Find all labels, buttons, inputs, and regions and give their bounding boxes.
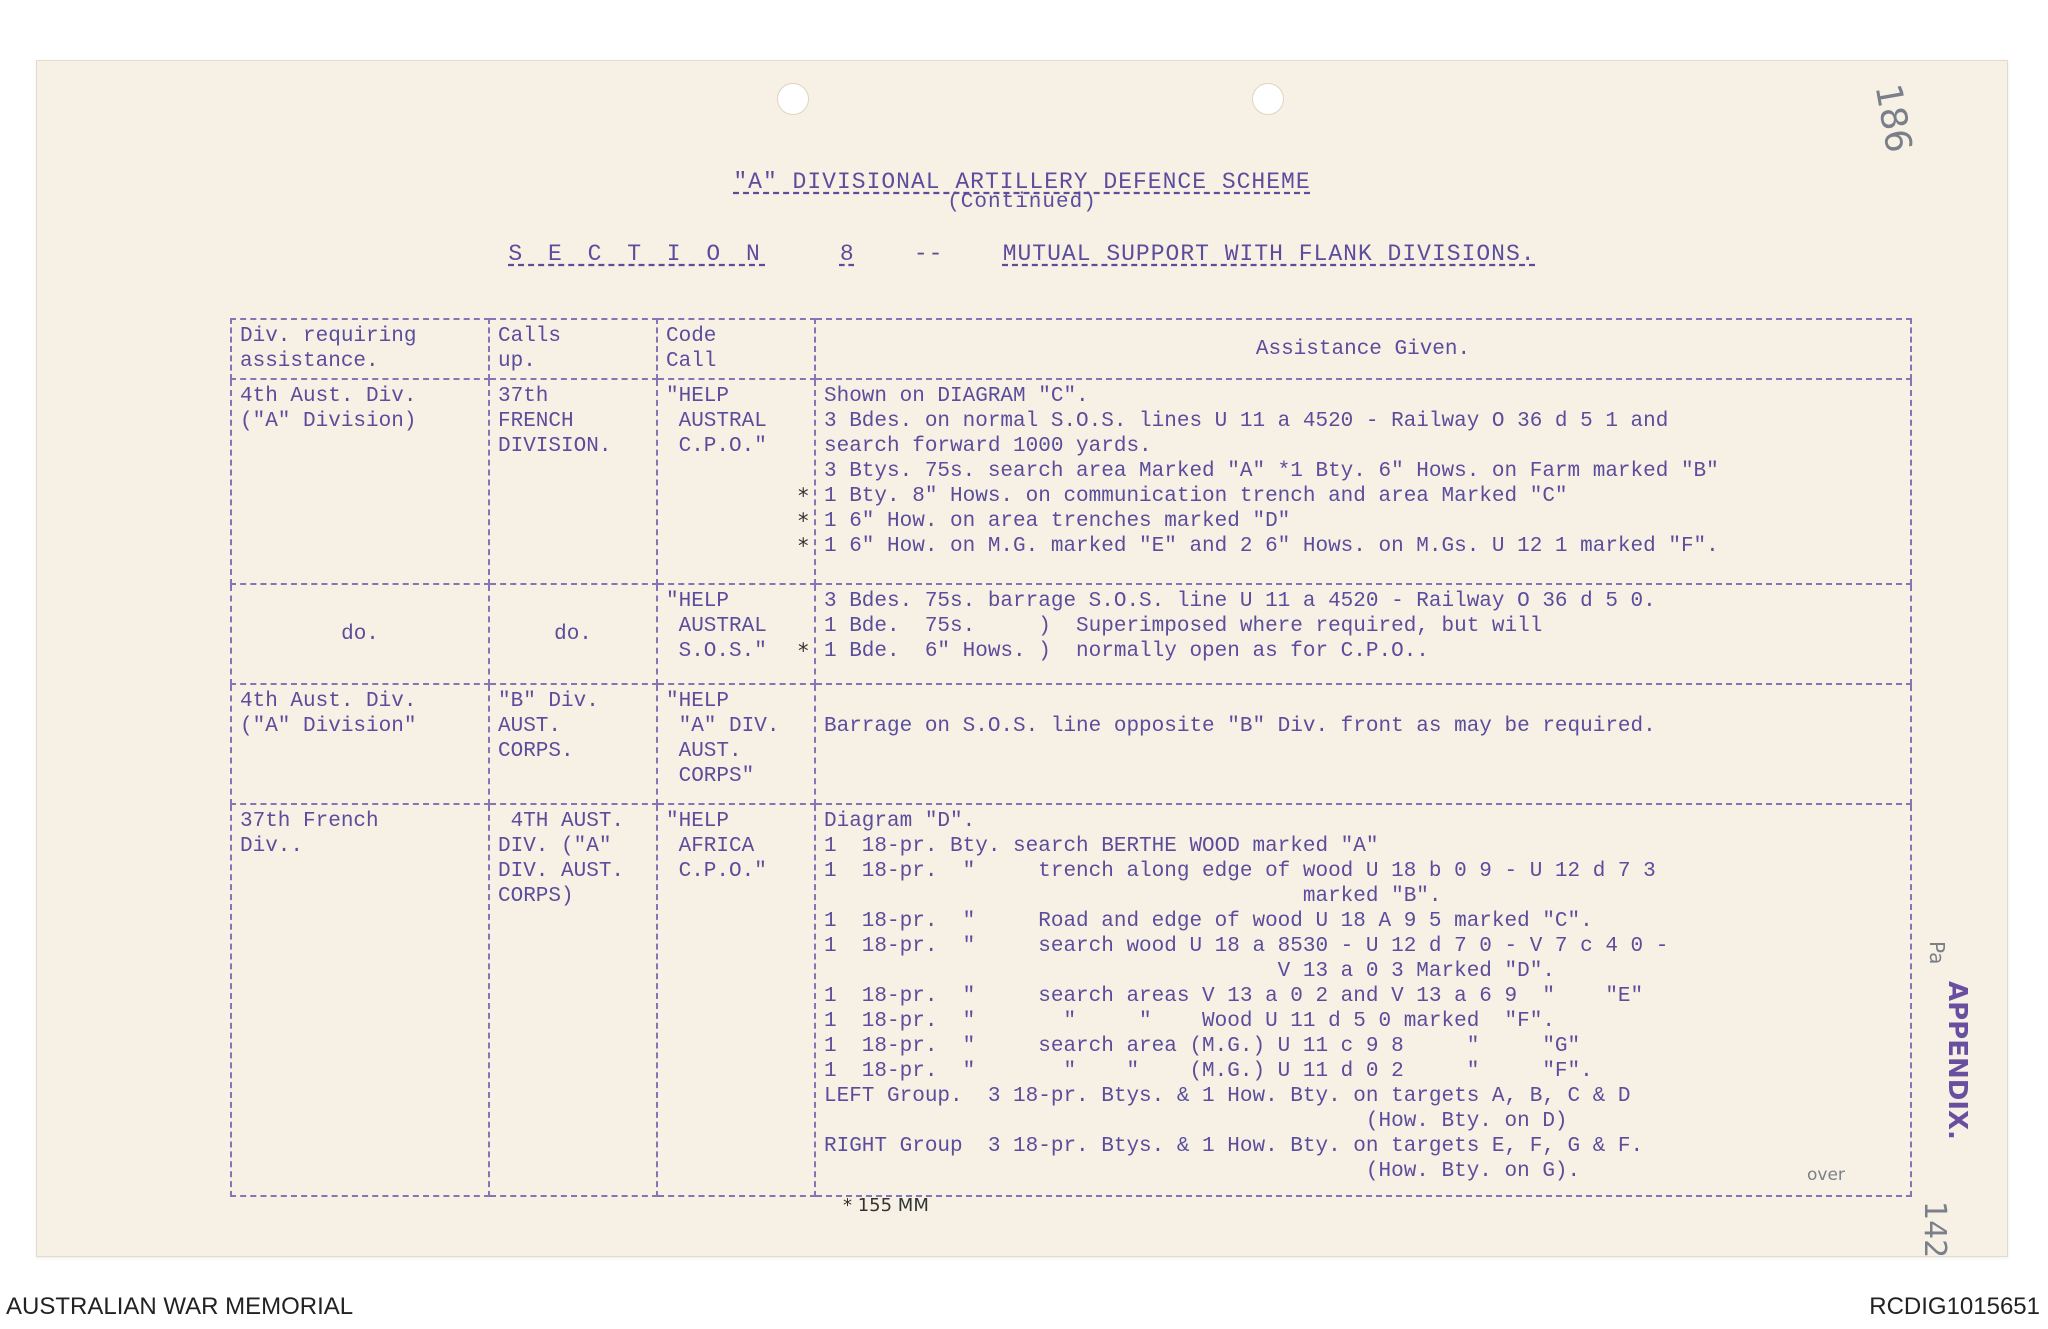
- punch-hole-left: [777, 83, 809, 115]
- section-heading: [37, 241, 2007, 267]
- assistance-line: [824, 1159, 1902, 1184]
- header-text: Calls up.: [498, 325, 562, 373]
- section-title: MUTUAL SUPPORT WITH FLANK DIVISIONS.: [1002, 241, 1536, 267]
- assistance-text: 1 6" How. on M.G. marked "E" and 2 6" Hows. on M.Gs. U 12 1 marked "F".: [824, 535, 1719, 558]
- cell-code-call: [657, 379, 815, 584]
- cell-calls-up: [489, 684, 657, 804]
- assistance-text: (How. Bty. on D): [824, 1110, 1568, 1133]
- mutual-support-table: [230, 318, 1912, 1197]
- footer-right: [1869, 1293, 2040, 1321]
- asterisk-mark: *: [798, 509, 809, 533]
- footer-left-text: AUSTRALIAN WAR MEMORIAL: [6, 1293, 354, 1320]
- assistance-line: [824, 459, 1902, 484]
- footer-left: [6, 1293, 353, 1321]
- assistance-line: [824, 434, 1902, 459]
- table-header-row: [231, 319, 1911, 379]
- assistance-text: 1 18-pr. " search wood U 18 a 8530 - U 12 d 7 0 - V 7 c 4 0 -: [824, 935, 1669, 958]
- cell-calls-up: [489, 584, 657, 684]
- assistance-text: 1 Bde. 75s. ) Superimposed where required, but will: [824, 615, 1543, 638]
- cell-division-text: 37th French Div..: [240, 810, 379, 858]
- assistance-line: [824, 384, 1902, 409]
- cell-code-call-text: "HELP "A" DIV. AUST. CORPS": [666, 690, 780, 788]
- section-dash: --: [913, 241, 944, 267]
- assistance-line: [824, 859, 1902, 884]
- cell-division: [231, 804, 489, 1196]
- table-row: [231, 684, 1911, 804]
- cell-code-call: [657, 584, 815, 684]
- cell-calls-up: [489, 379, 657, 584]
- cell-division-text: 4th Aust. Div. ("A" Division": [240, 690, 417, 738]
- footnote-text: * 155 MM: [843, 1195, 929, 1216]
- assistance-text: 1 Bde. 6" Hows. ) normally open as for C.P.O..: [824, 640, 1429, 663]
- cell-calls-up-text: do.: [554, 622, 592, 646]
- cell-assistance: [815, 684, 1911, 804]
- cell-calls-up-text: 37th FRENCH DIVISION.: [498, 385, 612, 458]
- header-text: Div. requiring assistance.: [240, 325, 417, 373]
- cell-calls-up: [489, 804, 657, 1196]
- assistance-text: 1 18-pr. " search areas V 13 a 0 2 and V 13 a 6 9 " "E": [824, 985, 1644, 1008]
- assistance-text: 1 18-pr. " " " (M.G.) U 11 d 0 2 " "F".: [824, 1060, 1593, 1083]
- assistance-line: [824, 959, 1902, 984]
- footer-right-text: RCDIG1015651: [1869, 1293, 2040, 1320]
- assistance-text: search forward 1000 yards.: [824, 435, 1152, 458]
- assistance-line: [824, 409, 1902, 434]
- assistance-line: [824, 884, 1902, 909]
- cell-assistance: [798, 379, 1911, 584]
- assistance-line: [798, 509, 1902, 534]
- assistance-text: RIGHT Group 3 18-pr. Btys. & 1 How. Bty. on targets E, F, G & F.: [824, 1135, 1644, 1158]
- assistance-line: [824, 589, 1902, 614]
- assistance-text: 3 Bdes. 75s. barrage S.O.S. line U 11 a 4520 - Railway O 36 d 5 0.: [824, 590, 1656, 613]
- assistance-line: [824, 1034, 1902, 1059]
- header-code-call: [657, 319, 815, 379]
- appendix-text: APPENDIX.: [1942, 981, 1972, 1140]
- title-sub: (Continued): [947, 191, 1097, 214]
- assistance-line: [824, 714, 1902, 739]
- footnote: [843, 1195, 929, 1216]
- header-text: Assistance Given.: [1255, 337, 1471, 361]
- assistance-text: 3 Btys. 75s. search area Marked "A" *1 Bty. 6" Hows. on Farm marked "B": [824, 460, 1719, 483]
- assistance-line: [824, 834, 1902, 859]
- assistance-line: [798, 639, 1902, 664]
- assistance-text: 3 Bdes. on normal S.O.S. lines U 11 a 4520 - Railway O 36 d 5 1 and: [824, 410, 1669, 433]
- cell-code-call-text: "HELP AUSTRAL C.P.O.": [666, 385, 767, 458]
- assistance-text: 1 18-pr. " trench along edge of wood U 18 b 0 9 - U 12 d 7 3: [824, 860, 1656, 883]
- assistance-line: [824, 984, 1902, 1009]
- assistance-text: (How. Bty. on G).: [824, 1160, 1581, 1183]
- header-div-requiring: [231, 319, 489, 379]
- assistance-line: [798, 534, 1902, 559]
- asterisk-mark: *: [798, 534, 809, 558]
- over-text: over: [1807, 1165, 1845, 1185]
- assistance-text: 1 18-pr. Bty. search BERTHE WOOD marked "A": [824, 835, 1379, 858]
- punch-hole-right: [1252, 83, 1284, 115]
- cell-division: [231, 379, 489, 584]
- assistance-text: Shown on DIAGRAM "C".: [824, 385, 1089, 408]
- assistance-line: [824, 1009, 1902, 1034]
- cell-calls-up-text: 4TH AUST. DIV. ("A" DIV. AUST. CORPS): [498, 810, 625, 908]
- section-label: S E C T I O N: [508, 241, 766, 267]
- assistance-text: 1 Bty. 8" Hows. on communication trench and area Marked "C": [824, 485, 1568, 508]
- assistance-text: Diagram "D".: [824, 810, 976, 833]
- header-assistance-given: [815, 319, 1911, 379]
- table-row: [231, 379, 1911, 584]
- assistance-line: [824, 1134, 1902, 1159]
- folio-text: 186: [1866, 81, 1919, 156]
- assistance-line: [824, 1109, 1902, 1134]
- assistance-line: [824, 1084, 1902, 1109]
- folio-number: [1867, 81, 1919, 156]
- cell-division: [231, 584, 489, 684]
- assistance-line: [824, 934, 1902, 959]
- cell-code-call: [657, 684, 815, 804]
- title-line: "A" DIVISIONAL ARTILLERY DEFENCE SCHEME: [733, 169, 1311, 195]
- appendix-number: [1917, 1201, 1952, 1258]
- assistance-line: [824, 689, 1902, 714]
- assistance-text: LEFT Group. 3 18-pr. Btys. & 1 How. Bty. on targets A, B, C & D: [824, 1085, 1631, 1108]
- header-calls-up: [489, 319, 657, 379]
- assistance-text: 1 18-pr. " search area (M.G.) U 11 c 9 8 " "G": [824, 1035, 1581, 1058]
- table-row: [231, 804, 1911, 1196]
- margin-mark: [1925, 941, 1949, 964]
- appendix-label: [1942, 981, 1972, 1140]
- table-row: [231, 584, 1911, 684]
- cell-assistance: [798, 584, 1911, 684]
- assistance-text: 1 6" How. on area trenches marked "D": [824, 510, 1291, 533]
- cell-code-call-text: "HELP AUSTRAL S.O.S.": [666, 590, 767, 663]
- assistance-line: [798, 484, 1902, 509]
- assistance-line: [824, 909, 1902, 934]
- header-text: Code Call: [666, 325, 717, 373]
- assistance-text: V 13 a 0 3 Marked "D".: [824, 960, 1555, 983]
- assistance-text: 1 18-pr. " Road and edge of wood U 18 A 9 5 marked "C".: [824, 910, 1593, 933]
- cell-calls-up-text: "B" Div. AUST. CORPS.: [498, 690, 599, 763]
- table-body: [231, 379, 1911, 1196]
- cell-code-call-text: "HELP AFRICA C.P.O.": [666, 810, 767, 883]
- margin-mark-text: Pa: [1925, 941, 1949, 965]
- assistance-line: [824, 1059, 1902, 1084]
- asterisk-mark: *: [798, 484, 809, 508]
- cell-division-text: 4th Aust. Div. ("A" Division): [240, 385, 417, 433]
- cell-assistance: [815, 804, 1911, 1196]
- cell-code-call: [657, 804, 815, 1196]
- appendix-number-text: 142: [1917, 1201, 1952, 1259]
- assistance-line: [824, 809, 1902, 834]
- cell-division-text: do.: [341, 622, 379, 646]
- asterisk-mark: *: [798, 639, 809, 663]
- assistance-text: marked "B".: [824, 885, 1442, 908]
- assistance-line: [824, 614, 1902, 639]
- section-number: 8: [839, 241, 855, 267]
- document-subtitle: [37, 191, 2007, 214]
- assistance-text: 1 18-pr. " " " Wood U 11 d 5 0 marked "F".: [824, 1010, 1555, 1033]
- assistance-text: Barrage on S.O.S. line opposite "B" Div. front as may be required.: [824, 715, 1656, 738]
- cell-division: [231, 684, 489, 804]
